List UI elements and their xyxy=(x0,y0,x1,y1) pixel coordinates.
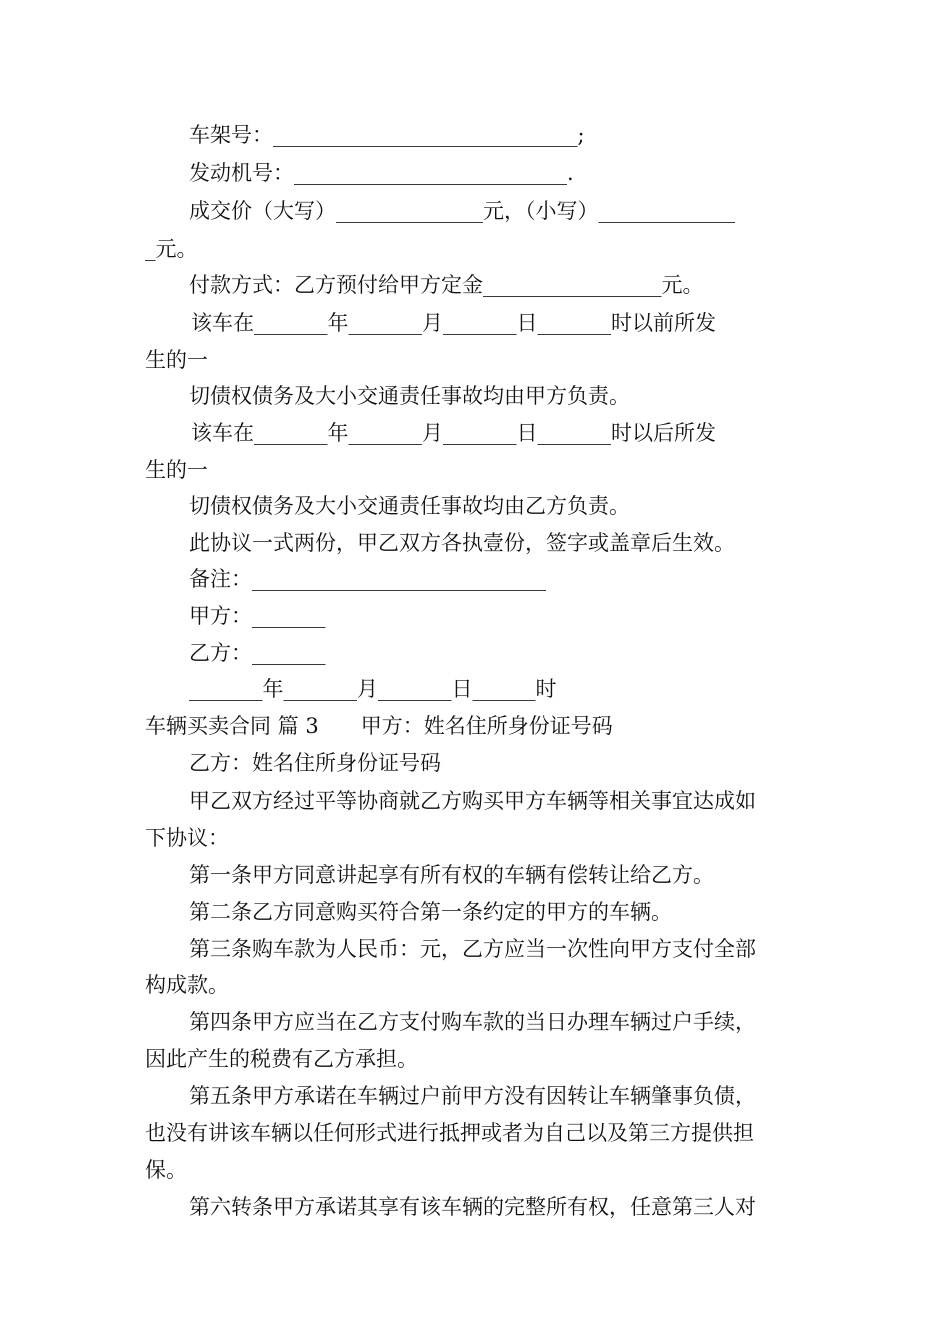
article-3-line: 第三条购车款为人民币：元，乙方应当一次性向甲方支付全部 xyxy=(189,937,756,961)
price-line: 成交价（大写）______________元，（小写）_____________ xyxy=(189,199,735,223)
payment-method-line: 付款方式：乙方预付给甲方定金_________________元。 xyxy=(189,273,704,297)
article-2-line: 第二条乙方同意购买符合第一条约定的甲方的车辆。 xyxy=(189,900,672,924)
after-date-line: 该车在_______年_______月_______日_______时以后所发 xyxy=(191,421,716,445)
article-4-line: 第四条甲方应当在乙方支付购车款的当日办理车辆过户手续， xyxy=(189,1010,756,1034)
party-b-signature-line: 乙方：_______ xyxy=(189,641,326,665)
copies-effect-line: 此协议一式两份，甲乙双方各执壹份，签字或盖章后生效。 xyxy=(189,531,735,555)
intro-line: 甲乙双方经过平等协商就乙方购买甲方车辆等相关事宜达成如 xyxy=(189,789,756,813)
article-5-line-continued: 也没有讲该车辆以任何形式进行抵押或者为自己以及第三方提供担 xyxy=(145,1121,754,1145)
signature-date-line: _______年_______月_______日______时 xyxy=(189,677,557,701)
remarks-line: 备注：____________________________ xyxy=(189,567,546,591)
before-date-line: 该车在_______年_______月_______日_______时以前所发 xyxy=(191,311,716,335)
party-b-info-line: 乙方：姓名住所身份证号码 xyxy=(189,751,441,775)
before-date-line-continued: 生的一 xyxy=(145,348,208,372)
article-3-line-continued: 构成款。 xyxy=(145,973,229,997)
frame-number-line: 车架号：_____________________________; xyxy=(189,123,585,147)
article-6-line: 第六转条甲方承诺其享有该车辆的完整所有权，任意第三人对 xyxy=(189,1195,756,1219)
section-heading-line: 车辆买卖合同 篇 3 甲方：姓名住所身份证号码 xyxy=(145,714,613,738)
party-a-signature-line: 甲方：_______ xyxy=(189,604,326,628)
article-1-line: 第一条甲方同意讲起享有所有权的车辆有偿转让给乙方。 xyxy=(189,863,714,887)
intro-line-continued: 下协议： xyxy=(145,826,229,850)
price-line-continued: _元。 xyxy=(145,237,198,261)
article-4-line-continued: 因此产生的税费有乙方承担。 xyxy=(145,1047,418,1071)
article-5-line-end: 保。 xyxy=(145,1158,187,1182)
engine-number-line: 发动机号：__________________________. xyxy=(189,161,574,185)
buyer-liability-line: 切债权债务及大小交通责任事故均由乙方负责。 xyxy=(189,494,630,518)
seller-liability-line: 切债权债务及大小交通责任事故均由甲方负责。 xyxy=(189,384,630,408)
article-5-line: 第五条甲方承诺在车辆过户前甲方没有因转让车辆肇事负债， xyxy=(189,1084,756,1108)
after-date-line-continued: 生的一 xyxy=(145,458,208,482)
